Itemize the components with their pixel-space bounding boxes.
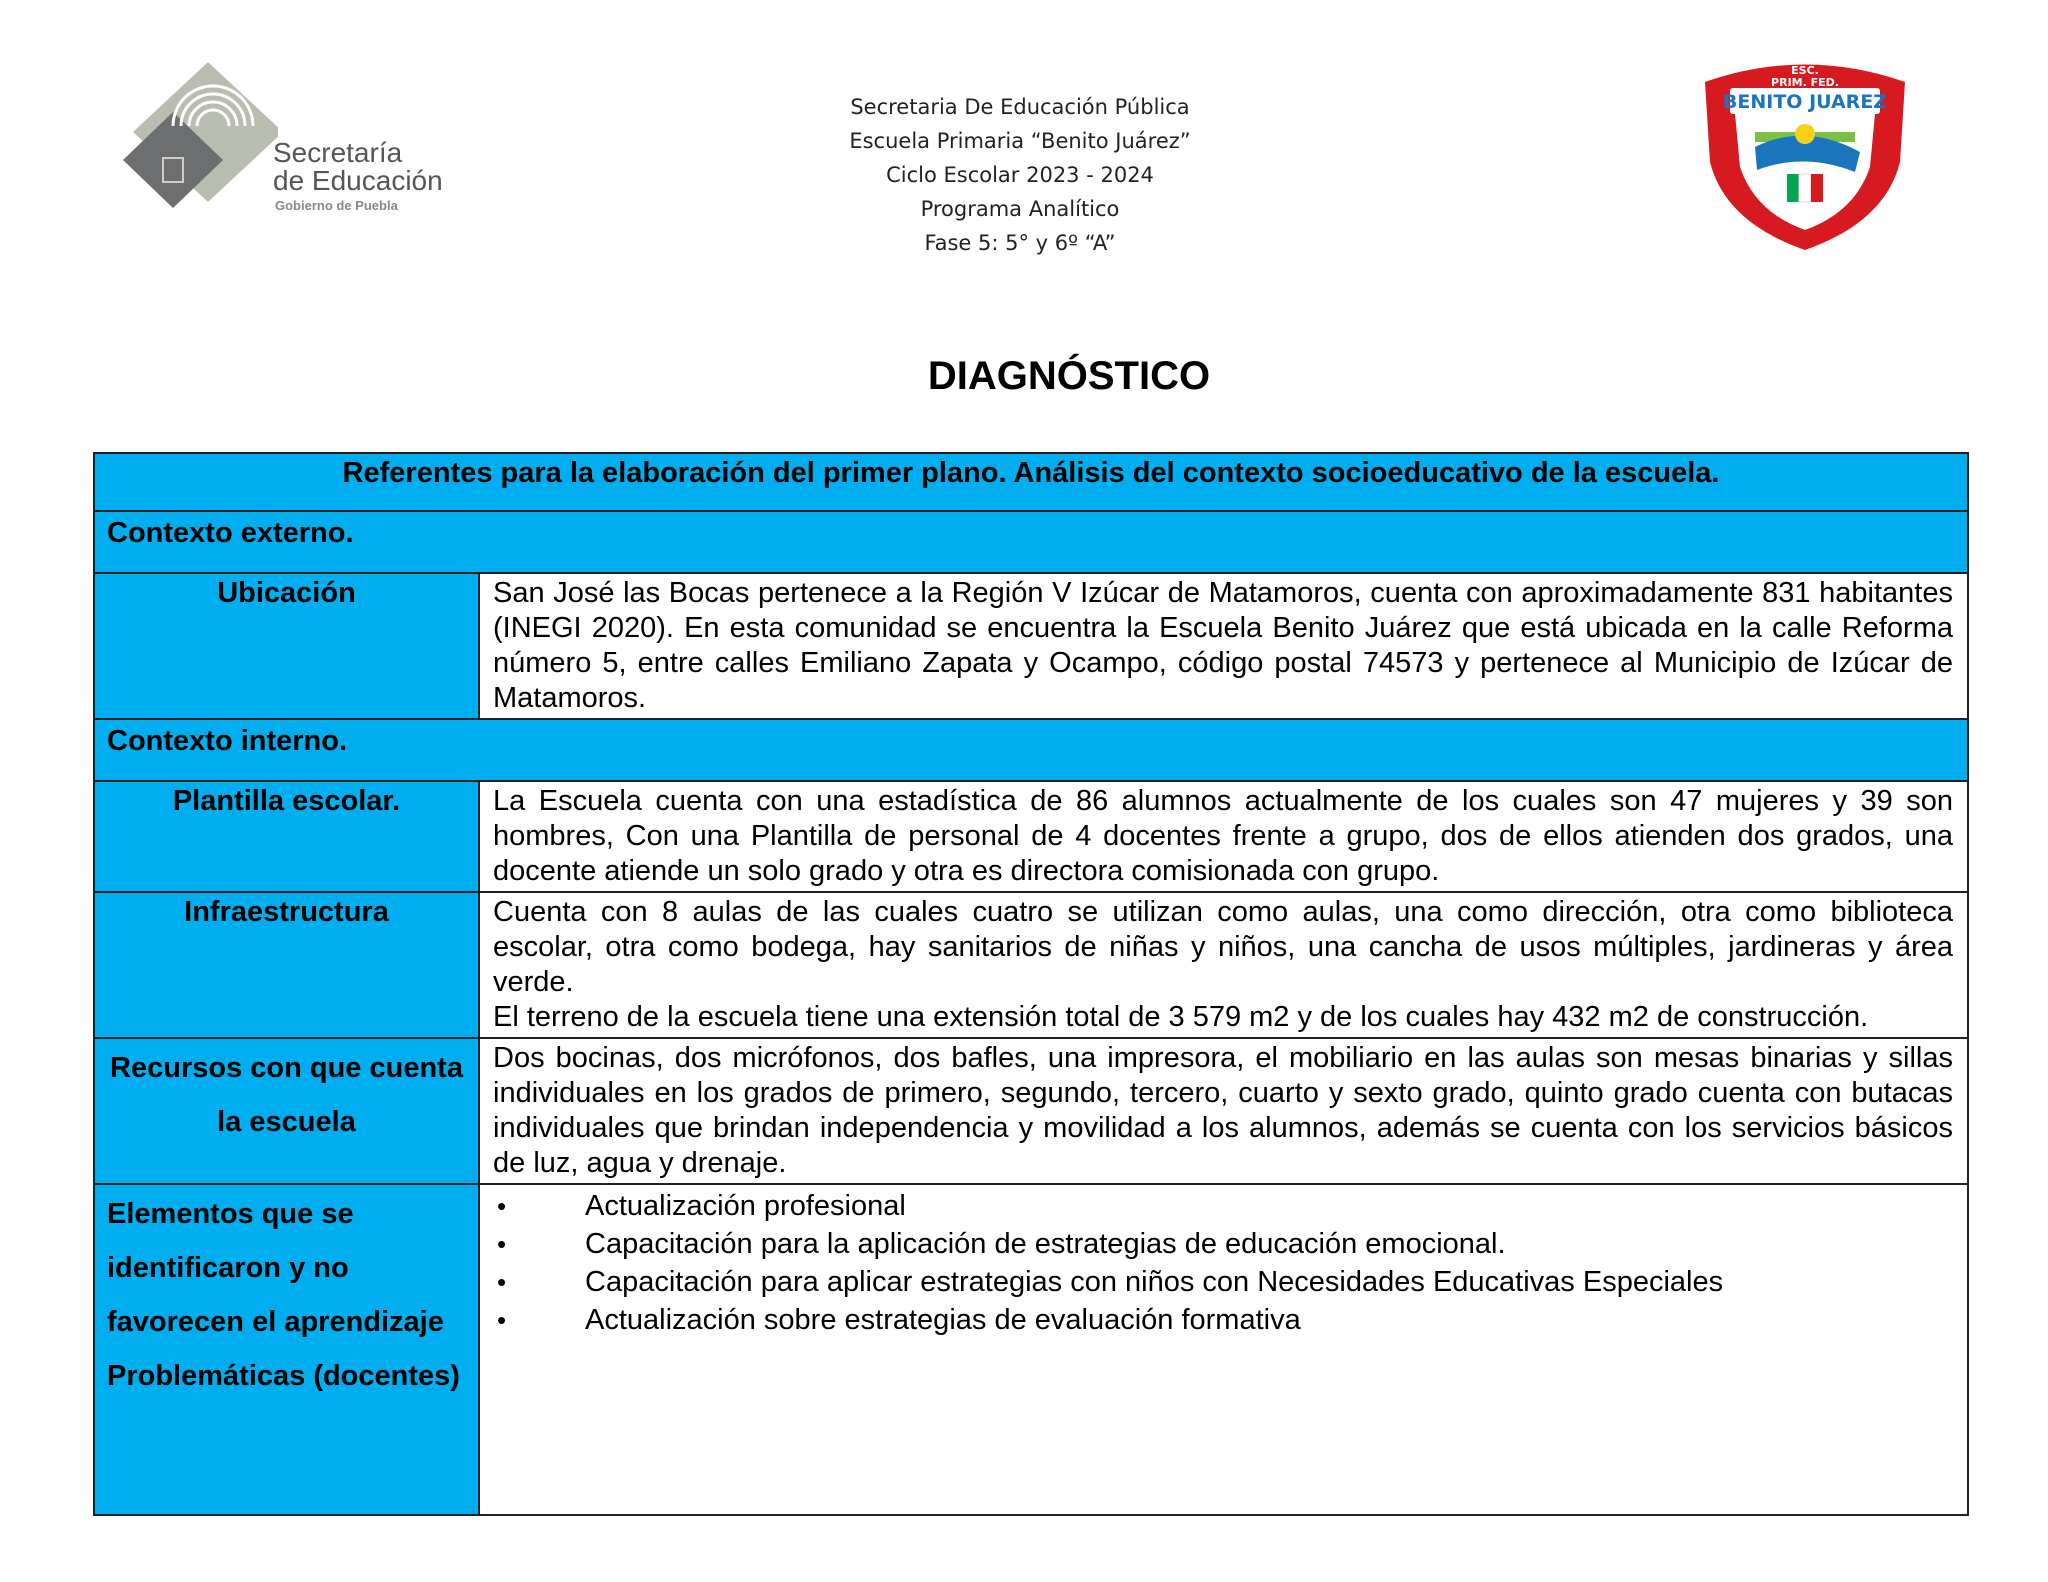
label-ubicacion: Ubicación [94, 573, 479, 719]
list-item: • Capacitación para aplicar estrategias con niños con Necesidades Educativas Especiales [493, 1263, 1953, 1301]
header-line-4: Programa Analítico [920, 197, 1120, 221]
infraestructura-paragraph-1: Cuenta con 8 aulas de las cuales cuatro se utilizan como aulas, una como dirección, otra como biblioteca escolar, otra como bodega, hay sanitarios de niñas y niños, una cancha de usos múltiples, jardineras y área verde. [493, 896, 1953, 998]
label-infraestructura: Infraestructura [94, 892, 479, 1038]
header-line-5: Fase 5: 5° y 6º “A” [924, 231, 1116, 255]
section-internal-context: Contexto interno. [94, 719, 1968, 781]
content-elementos [479, 1184, 1968, 1515]
school-logo-middle: PRIM. FED. [1771, 76, 1839, 89]
section-external-context: Contexto externo. [94, 511, 1968, 573]
label-recursos: Recursos con que cuenta la escuela [94, 1038, 479, 1184]
table-heading: Referentes para la elaboración del primer plano. Análisis del contexto socioeducativo de la escuela. [94, 453, 1968, 511]
content-ubicacion: San José las Bocas pertenece a la Región V Izúcar de Matamoros, cuenta con aproximadamente 831 habitantes (INEGI 2020). En esta comunidad se encuentra la Escuela Benito Juárez que está ubicada en la calle Reforma número 5, entre calles Emiliano Zapata y Ocampo, código postal 74573 y pertenece al Municipio de Izúcar de Matamoros. [479, 573, 1968, 719]
content-plantilla: La Escuela cuenta con una estadística de 86 alumnos actualmente de los cuales son 47 mujeres y 39 son hombres, Con una Plantilla de personal de 4 docentes frente a grupo, dos de ellos atienden dos grados, una docente atiende un solo grado y otra es directora comisionada con grupo. [479, 781, 1968, 892]
list-item: • Actualización profesional [493, 1187, 1953, 1225]
table-heading-row [94, 453, 1968, 511]
label-plantilla: Plantilla escolar. [94, 781, 479, 892]
list-item: • Actualización sobre estrategias de evaluación formativa [493, 1301, 1953, 1339]
page-title: DIAGNÓSTICO [927, 354, 1211, 398]
header-line-2: Escuela Primaria “Benito Juárez” [849, 129, 1191, 153]
school-logo [1695, 52, 1915, 252]
table-row [94, 1184, 1968, 1515]
header-line-3: Ciclo Escolar 2023 - 2024 [886, 163, 1154, 187]
label-elementos: Elementos que se identificaron y no favorecen el aprendizaje Problemáticas (docentes) [94, 1184, 479, 1515]
content-infraestructura [479, 892, 1968, 1038]
sep-diamond-icon [118, 62, 278, 222]
content-recursos: Dos bocinas, dos micrófonos, dos bafles, una impresora, el mobiliario en las aulas son mesas binarias y sillas individuales en los grados de primero, segundo, tercero, cuarto y sexto grado, quinto grado cuenta con butacas individuales que brindan independencia y movilidad a los alumnos, además se cuenta con los servicios básicos de luz, agua y drenaje. [479, 1038, 1968, 1184]
list-item: • Capacitación para la aplicación de estrategias de educación emocional. [493, 1225, 1953, 1263]
school-logo-name: BENITO JUAREZ [1722, 91, 1888, 113]
table-row [94, 573, 1968, 719]
problems-list [493, 1187, 1953, 1339]
section-row-external [94, 511, 1968, 573]
sep-logo-line1: Secretaría [273, 137, 403, 168]
table-row [94, 1038, 1968, 1184]
sep-logo-line2: de Educación [273, 165, 443, 196]
section-row-internal [94, 719, 1968, 781]
infraestructura-paragraph-2: El terreno de la escuela tiene una extensión total de 3 579 m2 y de los cuales hay 432 m2 de construcción. [493, 1001, 1869, 1033]
sep-logo-line3: Gobierno de Puebla [275, 198, 398, 213]
header-line-1: Secretaria De Educación Pública [850, 95, 1190, 119]
table-row [94, 892, 1968, 1038]
school-logo-top: ESC. [1791, 64, 1819, 77]
sep-logo [118, 62, 478, 222]
document-header [740, 90, 1300, 260]
table-row [94, 781, 1968, 892]
school-shield-icon [1695, 52, 1915, 252]
diagnostic-table [93, 452, 1969, 1516]
